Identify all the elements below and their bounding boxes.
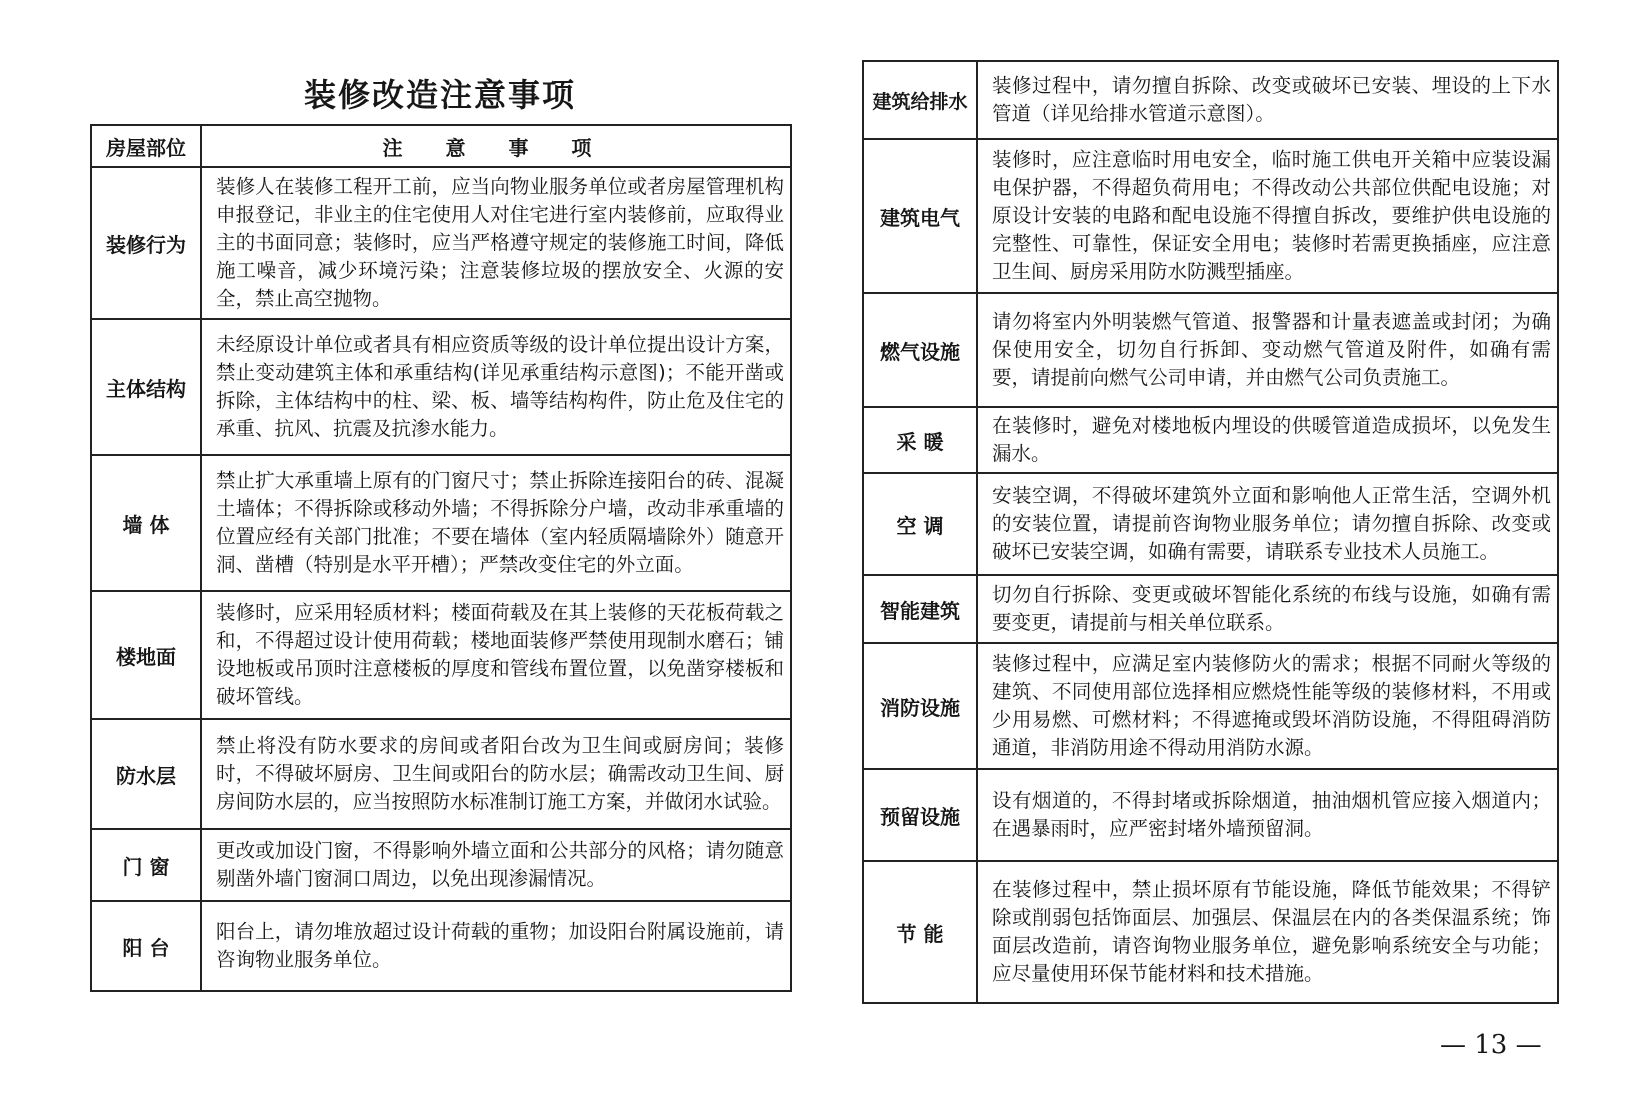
row-category: 智能建筑 xyxy=(863,575,977,643)
row-description: 装修过程中，应满足室内装修防火的需求；根据不同耐火等级的建筑、不同使用部位选择相应燃烧性能等级的装修材料，不用或少用易燃、可燃材料；不得遮掩或毁坏消防设施，不得阻碍消防通道，非消防用途不得动用消防水源。 xyxy=(977,643,1558,769)
row-description: 未经原设计单位或者具有相应资质等级的设计单位提出设计方案，禁止变动建筑主体和承重结构(详见承重结构示意图)；不能开凿或拆除，主体结构中的柱、梁、板、墙等结构构件，防止危及住宅的承重、抗风、抗震及抗渗水能力。 xyxy=(201,319,791,455)
row-category: 防水层 xyxy=(91,719,201,829)
table-row xyxy=(91,455,791,591)
right-notice-table xyxy=(862,60,1559,1004)
row-description: 在装修过程中，禁止损坏原有节能设施，降低节能效果；不得铲除或削弱包括饰面层、加强层、保温层在内的各类保温系统；饰面层改造前，请咨询物业服务单位，避免影响系统安全与功能；应尽量使用环保节能材料和技术措施。 xyxy=(977,861,1558,1003)
table-row xyxy=(91,591,791,719)
table-row xyxy=(91,829,791,901)
row-category: 主体结构 xyxy=(91,319,201,455)
row-description: 切勿自行拆除、变更或破坏智能化系统的布线与设施，如确有需要变更，请提前与相关单位联系。 xyxy=(977,575,1558,643)
row-description: 装修人在装修工程开工前，应当向物业服务单位或者房屋管理机构申报登记，非业主的住宅使用人对住宅进行室内装修前，应取得业主的书面同意；装修时，应当严格遵守规定的装修施工时间，降低施工噪音，减少环境污染；注意装修垃圾的摆放安全、火源的安全，禁止高空抛物。 xyxy=(201,167,791,319)
table-row xyxy=(863,139,1558,293)
row-description: 更改或加设门窗，不得影响外墙立面和公共部分的风格；请勿随意剔凿外墙门窗洞口周边，以免出现渗漏情况。 xyxy=(201,829,791,901)
row-category: 门 窗 xyxy=(91,829,201,901)
table-row xyxy=(863,407,1558,473)
table-header-row xyxy=(91,125,791,167)
header-notes: 注 意 事 项 xyxy=(201,125,791,167)
row-category: 燃气设施 xyxy=(863,293,977,407)
table-row xyxy=(91,319,791,455)
page-title: 装修改造注意事项 xyxy=(303,76,576,114)
row-description: 请勿将室内外明装燃气管道、报警器和计量表遮盖或封闭；为确保使用安全，切勿自行拆卸、变动燃气管道及附件，如确有需要，请提前向燃气公司申请，并由燃气公司负责施工。 xyxy=(977,293,1558,407)
row-category: 装修行为 xyxy=(91,167,201,319)
row-description: 装修时，应采用轻质材料；楼面荷载及在其上装修的天花板荷载之和，不得超过设计使用荷载；楼地面装修严禁使用现制水磨石；铺设地板或吊顶时注意楼板的厚度和管线布置位置，以免凿穿楼板和破坏管线。 xyxy=(201,591,791,719)
table-row xyxy=(863,643,1558,769)
page-number: — 13 — xyxy=(1440,1030,1542,1060)
row-description: 装修过程中，请勿擅自拆除、改变或破坏已安装、埋设的上下水管道（详见给排水管道示意图）。 xyxy=(977,61,1558,139)
row-category: 节 能 xyxy=(863,861,977,1003)
table-row xyxy=(863,293,1558,407)
header-location: 房屋部位 xyxy=(91,125,201,167)
row-category: 预留设施 xyxy=(863,769,977,861)
row-description: 设有烟道的，不得封堵或拆除烟道，抽油烟机管应接入烟道内；在遇暴雨时，应严密封堵外墙预留洞。 xyxy=(977,769,1558,861)
row-category: 采 暖 xyxy=(863,407,977,473)
row-category: 空 调 xyxy=(863,473,977,575)
row-description: 禁止扩大承重墙上原有的门窗尺寸；禁止拆除连接阳台的砖、混凝土墙体；不得拆除或移动外墙；不得拆除分户墙，改动非承重墙的位置应经有关部门批准；不要在墙体（室内轻质隔墙除外）随意开洞、凿槽（特别是水平开槽）；严禁改变住宅的外立面。 xyxy=(201,455,791,591)
table-row xyxy=(91,719,791,829)
row-description: 阳台上，请勿堆放超过设计荷载的重物；加设阳台附属设施前，请咨询物业服务单位。 xyxy=(201,901,791,991)
row-category: 墙 体 xyxy=(91,455,201,591)
row-description: 安装空调，不得破坏建筑外立面和影响他人正常生活，空调外机的安装位置，请提前咨询物业服务单位；请勿擅自拆除、改变或破坏已安装空调，如确有需要，请联系专业技术人员施工。 xyxy=(977,473,1558,575)
table-row xyxy=(863,473,1558,575)
left-notice-table xyxy=(90,124,792,992)
table-row xyxy=(91,901,791,991)
row-description: 装修时，应注意临时用电安全，临时施工供电开关箱中应装设漏电保护器，不得超负荷用电；不得改动公共部位供配电设施；对原设计安装的电路和配电设施不得擅自拆改，要维护供电设施的完整性、可靠性，保证安全用电；装修时若需更换插座，应注意卫生间、厨房采用防水防溅型插座。 xyxy=(977,139,1558,293)
table-row xyxy=(863,861,1558,1003)
table-row xyxy=(91,167,791,319)
row-category: 建筑电气 xyxy=(863,139,977,293)
row-category: 消防设施 xyxy=(863,643,977,769)
row-description: 在装修时，避免对楼地板内埋设的供暖管道造成损坏，以免发生漏水。 xyxy=(977,407,1558,473)
row-category: 楼地面 xyxy=(91,591,201,719)
table-row xyxy=(863,575,1558,643)
row-description: 禁止将没有防水要求的房间或者阳台改为卫生间或厨房间；装修时，不得破坏厨房、卫生间或阳台的防水层；确需改动卫生间、厨房间防水层的，应当按照防水标准制订施工方案，并做闭水试验。 xyxy=(201,719,791,829)
row-category: 建筑给排水 xyxy=(863,61,977,139)
table-row xyxy=(863,769,1558,861)
row-category: 阳 台 xyxy=(91,901,201,991)
table-row xyxy=(863,61,1558,139)
